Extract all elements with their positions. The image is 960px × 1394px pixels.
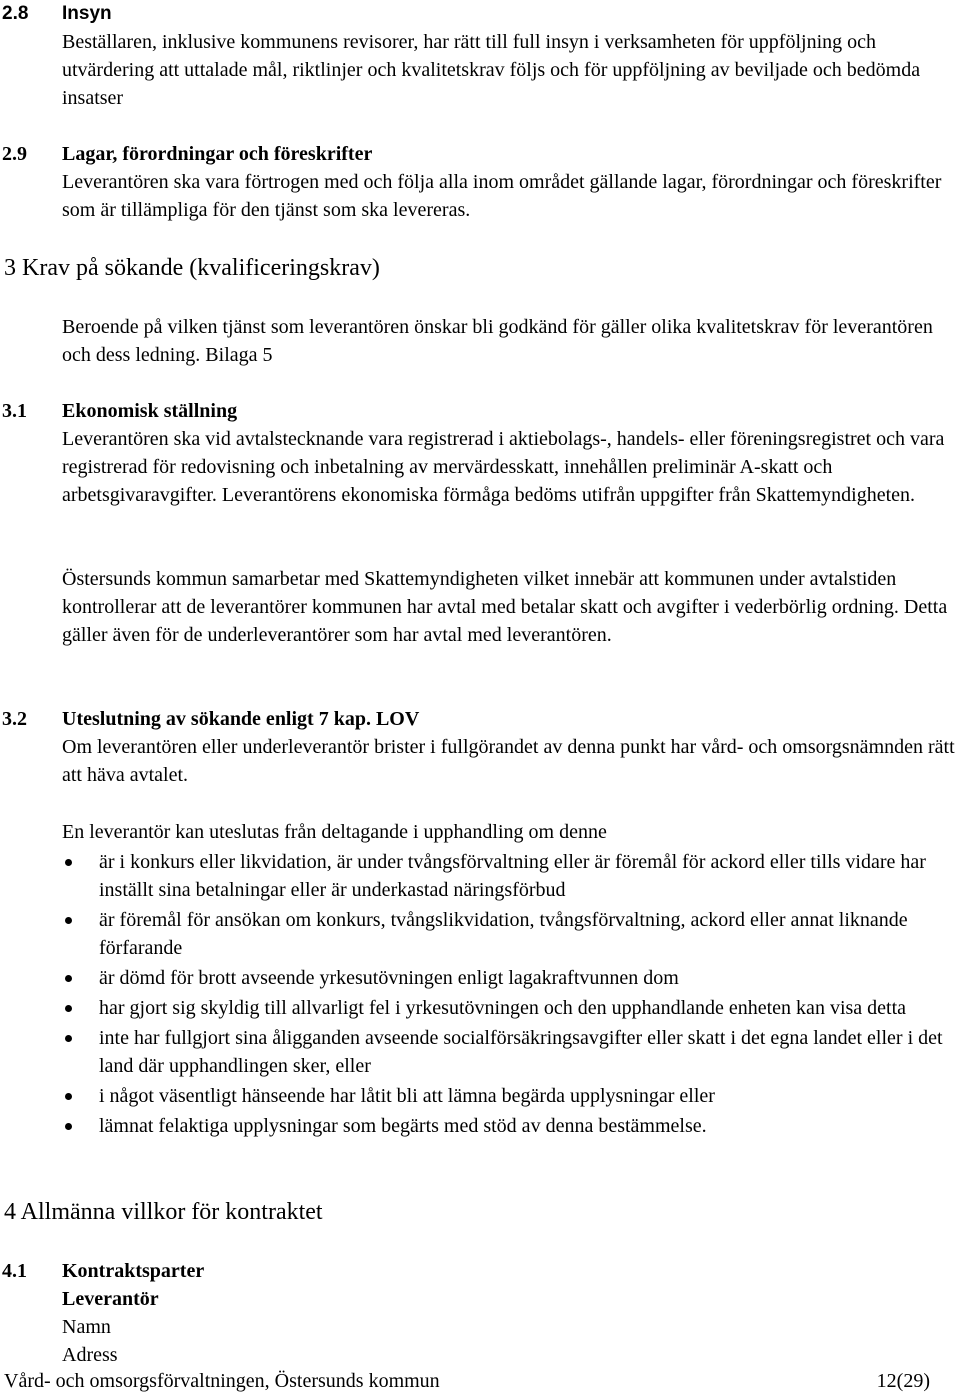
footer-organization: Vård- och omsorgsförvaltningen, Östersunds kommun: [4, 1370, 440, 1392]
section-title: Uteslutning av sökande enligt 7 kap. LOV: [62, 708, 420, 730]
section-4: [0, 1197, 960, 1227]
section-3-text-block: [0, 313, 960, 369]
section-number: 3.1: [2, 400, 27, 422]
section-title: Kontraktsparter: [62, 1260, 205, 1282]
chapter-heading: 4 Allmänna villkor för kontraktet: [4, 1199, 323, 1225]
page-footer: [4, 1368, 930, 1394]
section-text: Beställaren, inklusive kommunens revisorer, har rätt till full insyn i verksamheten för uppföljning och utvärdering att uttalade mål, riktlinjer och kvalitetskrav följs och för uppföljning av beviljade och bedömda insatser: [62, 31, 921, 109]
paragraph: Om leverantören eller underleverantör brister i fullgörandet av denna punkt har vård- och omsorgsnämnden rätt att häva avtalet.: [62, 736, 955, 786]
list-item: inte har fullgjort sina åligganden avseende socialförsäkringsavgifter eller skatt i det egna landet eller i det land där upphandlingen sker, eller: [62, 1024, 959, 1080]
list-item: är i konkurs eller likvidation, är under tvångsförvaltning eller är föremål för ackord eller tills vidare har inställt sina betalningar eller är underkastad näringsförbud: [62, 848, 959, 904]
section-heading: [0, 140, 960, 168]
paragraph: Östersunds kommun samarbetar med Skattemyndigheten vilket innebär att kommunen under avtalstiden kontrollerar att de leverantörer kommunen har avtal med betalar skatt och avgifter i vederbörlig ordning. Detta gäller även för de underleverantörer som har avtal med leverantören.: [62, 568, 948, 646]
section-title: Insyn: [62, 3, 112, 24]
list-item: i något väsentligt hänseende har låtit bli att lämna begärda upplysningar eller: [62, 1082, 959, 1110]
field-label-address: Adress: [62, 1344, 118, 1366]
bullet-icon: [65, 1123, 72, 1130]
bullet-icon: [65, 1005, 72, 1012]
section-title: Lagar, förordningar och föreskrifter: [62, 143, 373, 165]
list-item: är föremål för ansökan om konkurs, tvångslikvidation, tvångsförvaltning, ackord eller annat liknande förfarande: [62, 906, 959, 962]
section-number: 3.2: [2, 708, 27, 730]
bullet-icon: [65, 1035, 72, 1042]
bullet-icon: [65, 975, 72, 982]
section-number: 2.8: [2, 3, 29, 24]
section-heading: [0, 1257, 960, 1285]
list-item: är dömd för brott avseende yrkesutövningen enligt lagakraftvunnen dom: [62, 964, 959, 992]
section-3: [0, 253, 960, 283]
section-3-1-paragraph-2: [0, 565, 960, 649]
paragraph: Leverantören ska vid avtalstecknande vara registrerad i aktiebolags-, handels- eller föreningsregistret och vara registrerad för redovisning och inbetalning av mervärdesskatt, innehållen preliminär A-skatt och arbetsgivaravgifter. Leverantörens ekonomiska förmåga bedöms utifrån uppgifter från Skattemyndigheten.: [62, 428, 945, 506]
section-heading: [0, 397, 960, 425]
field-label-name: Namn: [62, 1316, 111, 1338]
list-item: lämnat felaktiga upplysningar som begärts med stöd av denna bestämmelse.: [62, 1112, 959, 1140]
section-3-1: [0, 397, 960, 509]
bullet-icon: [65, 859, 72, 866]
section-2-9: [0, 140, 960, 224]
section-3-2-list: [0, 818, 960, 1140]
section-heading: [0, 0, 960, 28]
bullet-icon: [65, 917, 72, 924]
bullet-list: [62, 848, 960, 1140]
section-heading: [0, 705, 960, 733]
page-number: 12(29): [876, 1370, 930, 1392]
section-3-2: [0, 705, 960, 789]
section-title: Ekonomisk ställning: [62, 400, 238, 422]
list-item: har gjort sig skyldig till allvarligt fel i yrkesutövningen och den upphandlande enheten kan visa detta: [62, 994, 959, 1022]
section-number: 4.1: [2, 1260, 27, 1282]
bullet-icon: [65, 1093, 72, 1100]
section-text: Leverantören ska vara förtrogen med och följa alla inom området gällande lagar, förordningar och föreskrifter som är tillämpliga för den tjänst som ska levereras.: [62, 171, 942, 221]
subheading: Leverantör: [62, 1288, 159, 1310]
section-4-1: [0, 1257, 960, 1369]
section-2-8: [0, 0, 960, 112]
list-intro: En leverantör kan uteslutas från deltagande i upphandling om denne: [62, 821, 607, 843]
chapter-heading: 3 Krav på sökande (kvalificeringskrav): [4, 255, 380, 281]
section-text: Beroende på vilken tjänst som leverantören önskar bli godkänd för gäller olika kvalitetskrav för leverantören och dess ledning. Bilaga 5: [62, 316, 933, 366]
section-number: 2.9: [2, 143, 27, 165]
